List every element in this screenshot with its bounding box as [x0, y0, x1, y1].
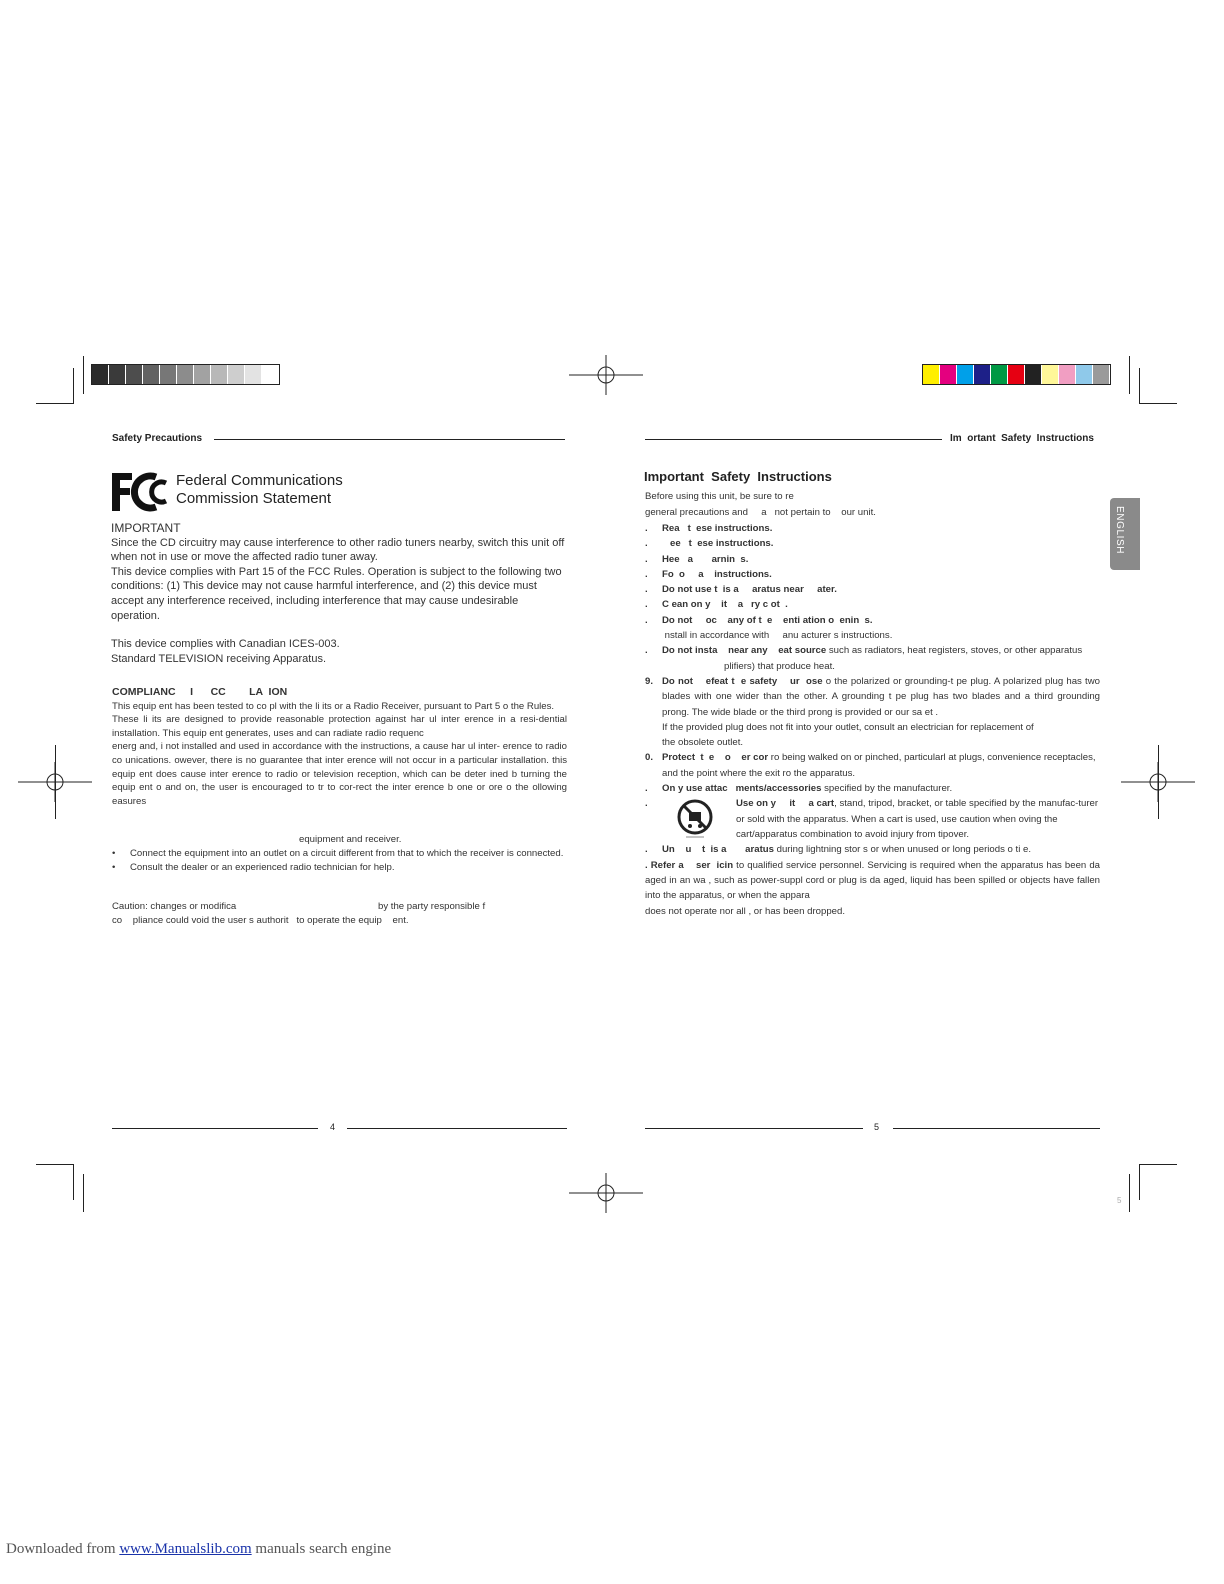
gray-swatch-9	[228, 365, 245, 384]
bullet-item-1: • Connect the equipment into an outlet on a circuit different from that to which the receiver is connected.	[112, 848, 564, 859]
color-swatch-2	[940, 365, 957, 384]
right-page-header: Im ortant Safety Instructions	[950, 433, 1094, 444]
important-paragraph-1: Since the CD circuitry may cause interference to other radio tuners nearby, switch this unit off when not in use or move the affected radio tuner away.	[111, 536, 565, 564]
compliance-heading: COMPLIANC I CC LA ION	[112, 686, 288, 698]
fcc-title-line1: Federal Communications	[176, 472, 343, 489]
intro-text	[645, 490, 1100, 519]
registration-crosshair-bottom	[569, 1173, 643, 1213]
canada-line-1: This device complies with Canadian ICES-003.	[111, 638, 340, 651]
compliance-paragraph-3: energ and, i not installed and used in accordance with the instructions, a cause har ul inter- erence to radio co unications. owever, there is no guarantee that inter erence will not occur in a particular installation. this equip ent does cause inter erence to radio or television reception, which can be deter ined b turning the equip ent o and on, the user is encouraged to tr to cor-rect the inter erence b one or ore o the ollowing easures	[112, 741, 567, 807]
gray-swatch-3	[126, 365, 143, 384]
instruction-item-7: . Do not oc any of t e enti ation o enin s. nstall in accordance with anu acturer s instructions.	[645, 614, 893, 642]
color-swatch-5	[991, 365, 1008, 384]
instruction-item-11: . On y use attac ments/accessories specified by the manufacturer.	[645, 783, 953, 795]
gray-swatch-10	[245, 365, 262, 384]
intro-line-2: general precautions and a not pertain to our unit.	[645, 506, 876, 518]
caution-line-1b: by the party responsible f	[378, 901, 486, 912]
caution-line-1a: Caution: changes or modifica	[112, 901, 237, 912]
color-swatch-1	[923, 365, 940, 384]
fcc-logo	[110, 471, 172, 518]
gray-registration-strip	[91, 364, 280, 385]
bullet-list	[112, 847, 567, 874]
color-swatch-6	[1008, 365, 1025, 384]
instruction-item-2: . ee t ese instructions.	[645, 538, 774, 550]
left-footer-rule-b	[347, 1128, 567, 1129]
color-swatch-3	[957, 365, 974, 384]
bullet-item-2: • Consult the dealer or an experienced radio technician for help.	[112, 861, 395, 873]
fcc-title-line2: Commission Statement	[176, 490, 332, 507]
instruction-item-1: . Rea t ese instructions.	[645, 523, 773, 534]
gray-swatch-7	[194, 365, 211, 384]
intro-line-1: Before using this unit, be sure to re	[645, 491, 794, 502]
important-heading: IMPORTANT	[111, 521, 181, 535]
right-page-number: 5	[874, 1122, 880, 1132]
instruction-item-3: . Hee a arnin s.	[645, 553, 749, 565]
crosshair-left-vertical	[55, 745, 56, 819]
instruction-item-8: . Do not insta near any eat source such as radiators, heat registers, stoves, or other apparatus plifiers) that produce heat.	[645, 645, 1083, 672]
fcc-statement-title	[176, 472, 343, 508]
safety-instructions-title: Important Safety Instructions	[644, 469, 832, 484]
right-footer-rule-a	[645, 1128, 863, 1129]
gray-swatch-11	[262, 365, 279, 384]
download-footer: Downloaded from www.Manualslib.com manuals search engine	[6, 1541, 392, 1557]
equipment-line: equipment and receiver.	[299, 834, 402, 845]
color-swatch-10	[1076, 365, 1093, 384]
gray-swatch-2	[109, 365, 126, 384]
instruction-item-14: . Refer a ser icin to qualified service personnel. Servicing is required when the apparatus has been da aged in an wa , such as power-suppl cord or plug is da aged, liquid has been spilled or objects have fallen into the apparatus, or when the appara does not operate nor all , or has been dropped.	[645, 859, 1100, 917]
registration-crosshair-top	[569, 355, 643, 395]
color-swatch-11	[1093, 365, 1110, 384]
right-header-rule	[645, 439, 942, 440]
gray-swatch-6	[177, 365, 194, 384]
canada-line-2: Standard TELEVISION receiving Apparatus.	[111, 652, 327, 665]
manualslib-link[interactable]: www.Manualslib.com	[119, 1541, 252, 1557]
gray-swatch-5	[160, 365, 177, 384]
gray-swatch-4	[143, 365, 160, 384]
instruction-item-13: . Un u t is a aratus during lightning stor s or when unused or long periods o ti e.	[645, 844, 1032, 856]
english-language-tab: ENGLISH	[1110, 498, 1140, 570]
instruction-item-9: 9. Do not efeat t e safety ur ose o the polarized or grounding-t pe plug. A polarized plug has two blades with one wider than the other. A grounding t pe plug has two blades and a third grounding prong. The wide blade or the third prong is provided or our sa et . If the provided plug does not fit into your outlet, consult an electrician for replacement of the obsolete outlet.	[645, 675, 1100, 749]
instruction-item-10: 0. Protect t e o er cor ro being walked on or pinched, particularl at plugs, convenience receptacles, and the point where the exit ro the apparatus.	[645, 752, 1096, 779]
left-page-header: Safety Precautions	[112, 433, 203, 444]
left-page-number: 4	[330, 1122, 336, 1132]
corner-mark-number: 5	[1117, 1196, 1122, 1205]
instruction-item-5: . Do not use t is a aratus near ater.	[645, 584, 837, 596]
instruction-item-12: . Use on y it a cart, stand, tripod, bracket, or table specified by the manufac-turer or sold with the apparatus. When a cart is used, use caution when oving the cart/apparatus combination to avoid injury from tipover.	[645, 798, 1099, 840]
color-swatch-8	[1042, 365, 1059, 384]
instruction-item-4: . Fo o a instructions.	[645, 568, 772, 580]
compliance-paragraph-2: These li its are designed to provide reasonable protection against har ul inter erence in a resi-dential installation. This equip ent generates, uses and can radiate radio requenc	[112, 714, 567, 739]
crosshair-right-vertical	[1158, 745, 1159, 819]
instruction-list	[645, 521, 1100, 919]
color-swatch-4	[974, 365, 991, 384]
gray-swatch-1	[92, 365, 109, 384]
compliance-paragraph-1: This equip ent has been tested to co pl with the li its or a Radio Receiver, pursuant to Part 5 o the Rules.	[112, 700, 555, 712]
gray-swatch-8	[211, 365, 228, 384]
color-swatch-9	[1059, 365, 1076, 384]
color-swatch-7	[1025, 365, 1042, 384]
right-footer-rule-b	[893, 1128, 1100, 1129]
important-paragraph-2: This device complies with Part 15 of the FCC Rules. Operation is subject to the following two conditions: (1) This device may not cause harmful interference, and (2) this device must accept any interference received, including interference that may cause undesirable operation.	[111, 565, 562, 622]
compliance-section	[112, 686, 567, 808]
important-section	[111, 521, 567, 666]
cart-warning-icon	[672, 798, 718, 845]
color-registration-strip	[922, 364, 1111, 385]
caution-line-2: co pliance could void the user s authorit to operate the equip ent.	[112, 915, 409, 926]
left-header-rule	[214, 439, 565, 440]
left-footer-rule-a	[112, 1128, 318, 1129]
instruction-item-6: . C ean on y it a ry c ot .	[645, 599, 788, 611]
